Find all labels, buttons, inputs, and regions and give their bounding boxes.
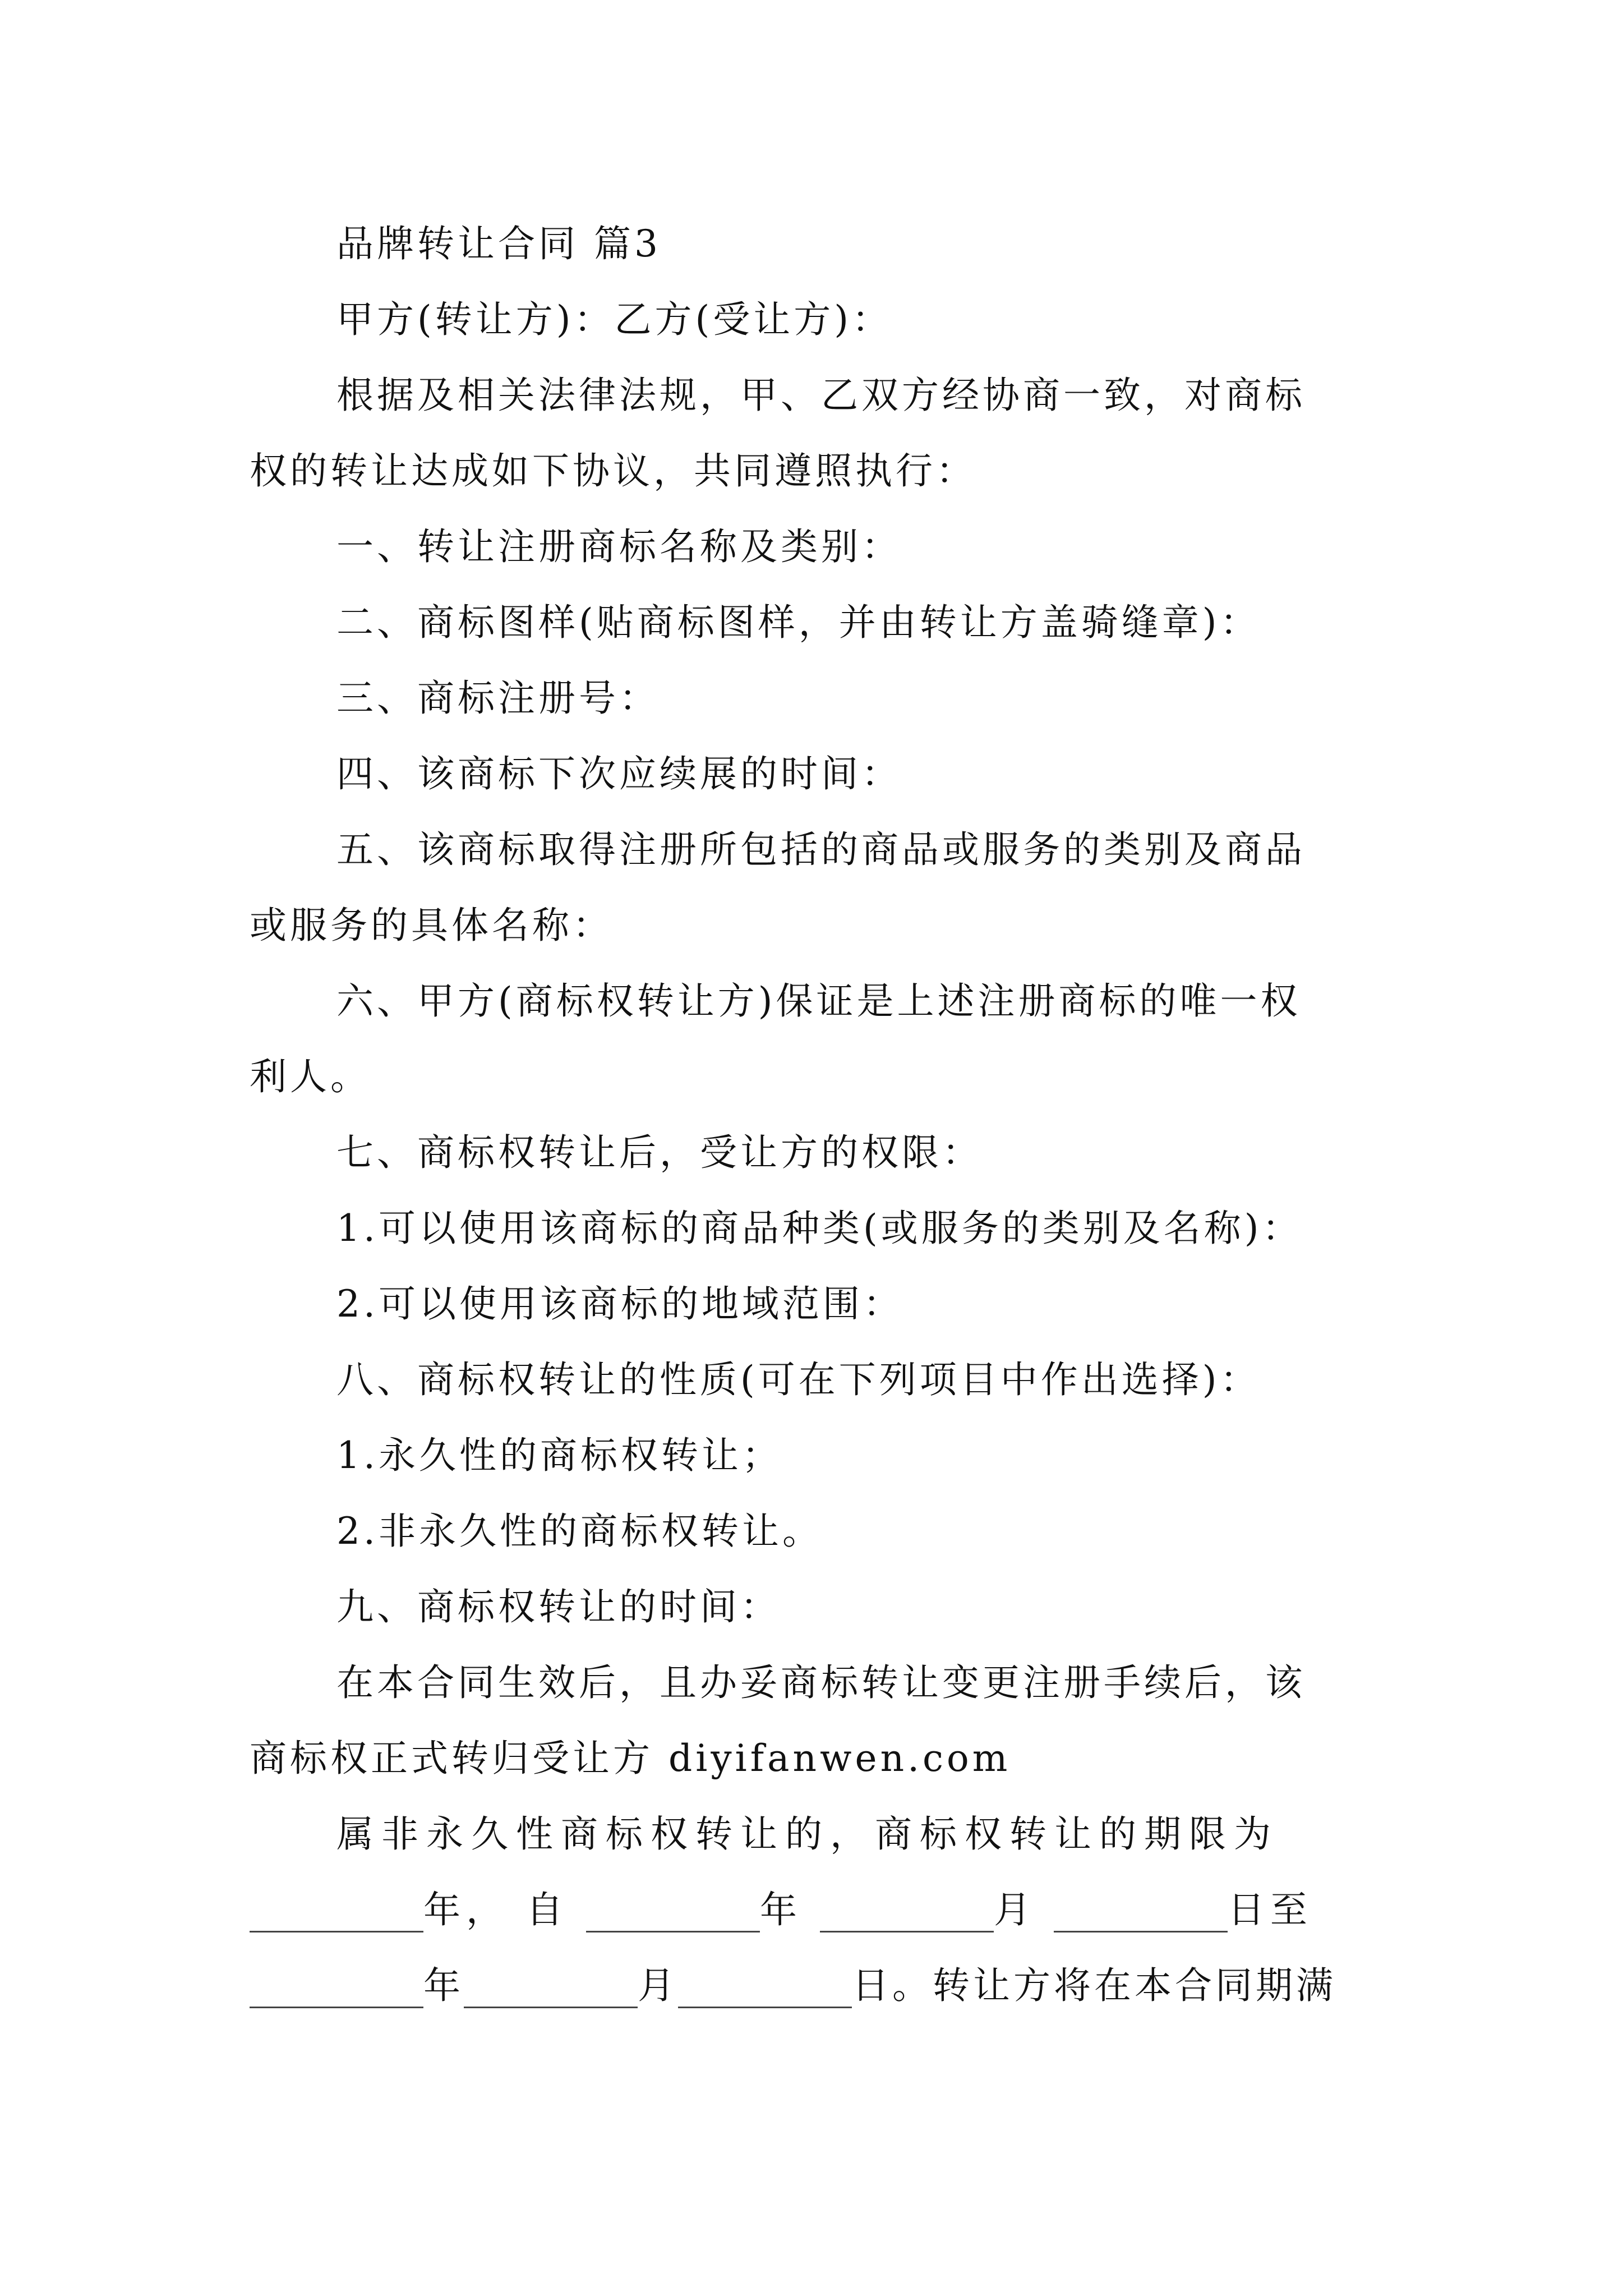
clause-5-line-2: 或服务的具体名称： [250, 904, 613, 947]
clause-9-line-2: 商标权正式转归受让方 diyifanwen.com [250, 1737, 1011, 1780]
term-end-label: 日。转让方将在本合同期满 [852, 1964, 1336, 2007]
clause-5-line-1: 五、该商标取得注册所包括的商品或服务的类别及商品 [336, 828, 1306, 871]
clause-6-line-1: 六、甲方(商标权转让方)保证是上述注册商标的唯一权 [336, 979, 1301, 1023]
blank-month-2 [464, 1973, 638, 2008]
term-year-1-label: 年， [423, 1888, 509, 1931]
blank-year-3 [250, 1973, 423, 2008]
clause-1: 一、转让注册商标名称及类别： [336, 525, 902, 568]
clause-7-sub-2: 2.可以使用该商标的地域范围： [336, 1282, 903, 1326]
clause-9-line-1: 在本合同生效后，且办妥商标转让变更注册手续后，该 [336, 1661, 1306, 1704]
term-month-1-label: 月 [993, 1888, 1036, 1931]
clause-3: 三、商标注册号： [336, 677, 660, 720]
document-title: 品牌转让合同 篇3 [336, 222, 661, 265]
term-from-label: 自 [525, 1888, 569, 1931]
term-line-1: 属非永久性商标权转让的，商标权转让的期限为 [336, 1812, 1279, 1856]
term-month-2-label: 月 [638, 1964, 678, 2007]
clause-2: 二、商标图样(贴商标图样，并由转让方盖骑缝章)： [336, 601, 1261, 644]
clause-7-sub-1: 1.可以使用该商标的商品种类(或服务的类别及名称)： [336, 1207, 1303, 1250]
parties-line: 甲方(转让方)：乙方(受让方)： [336, 298, 892, 341]
clause-7: 七、商标权转让后，受让方的权限： [336, 1131, 983, 1174]
clause-4: 四、该商标下次应续展的时间： [336, 752, 902, 795]
clause-8-sub-2: 2.非永久性的商标权转让。 [336, 1510, 823, 1553]
intro-line-1: 根据及相关法律法规，甲、乙双方经协商一致，对商标 [336, 374, 1306, 417]
clause-8: 八、商标权转让的性质(可在下列项目中作出选择)： [336, 1358, 1261, 1401]
term-day-to-label: 日至 [1227, 1888, 1313, 1931]
clause-9: 九、商标权转让的时间： [336, 1585, 781, 1628]
intro-line-2: 权的转让达成如下协议，共同遵照执行： [250, 449, 976, 493]
term-year-2-label: 年 [759, 1888, 803, 1931]
blank-year-1 [250, 1897, 423, 1932]
clause-6-line-2: 利人。 [250, 1055, 371, 1098]
term-year-3-label: 年 [423, 1964, 464, 2007]
blank-month-1 [820, 1897, 994, 1932]
blank-year-2 [586, 1897, 760, 1932]
term-line-2 [250, 1888, 1313, 1932]
blank-day-1 [1054, 1897, 1228, 1932]
clause-8-sub-1: 1.永久性的商标权转让； [336, 1434, 782, 1477]
term-line-3 [250, 1963, 1336, 2008]
blank-day-2 [678, 1973, 852, 2008]
